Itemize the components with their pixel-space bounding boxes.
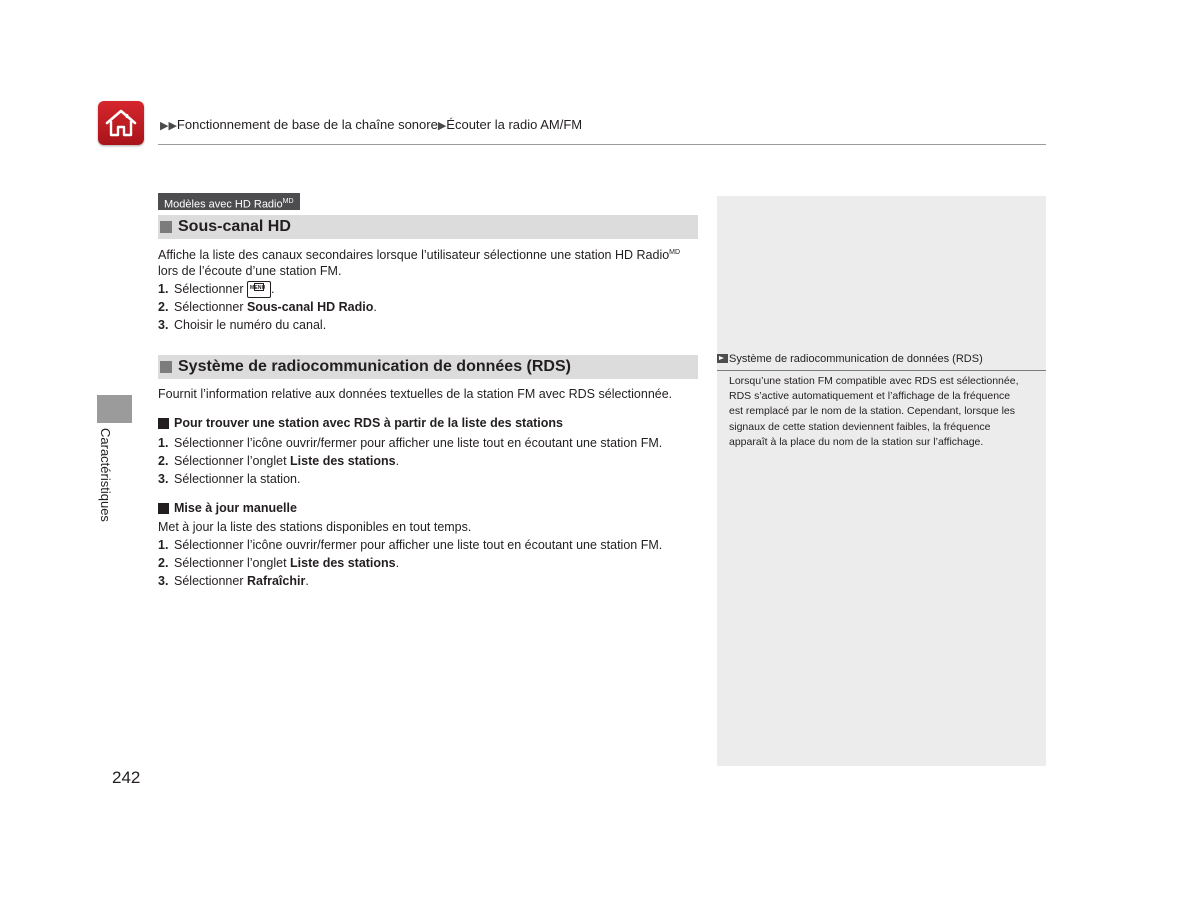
subsection-heading: Pour trouver une station avec RDS à partir de la liste des stations (158, 416, 563, 430)
section-title: Sous-canal HD (178, 218, 291, 235)
side-note-line: Lorsqu’une station FM compatible avec RDS est sélectionnée, (729, 375, 1019, 387)
reference-arrow-icon (717, 354, 728, 363)
section1-intro: Affiche la liste des canaux secondaires lorsque l’utilisateur sélectionne une station HD Radio$^{MD}$ (158, 248, 681, 263)
section-title: Système de radiocommunication de données (RDS) (178, 358, 571, 375)
bullet-square-icon (158, 418, 169, 429)
step-item: 1. Sélectionner l’icône ouvrir/fermer pour afficher une liste tout en écoutant une station FM. (158, 538, 663, 552)
side-note-line: RDS s’active automatiquement et l’affichage de la fréquence (729, 390, 1011, 403)
step-item: 1. Sélectionner MENU . (158, 282, 275, 296)
side-note-panel (717, 196, 1046, 766)
menu-button-icon: MENU (247, 281, 271, 298)
model-tag: Modèles avec HD Radio$^{MD}$ (158, 193, 300, 210)
header-divider (158, 144, 1046, 145)
step-item: 1. Sélectionner l’icône ouvrir/fermer pour afficher une liste tout en écoutant une station FM. (158, 436, 663, 450)
chapter-tab-label[interactable]: Caractéristiques (98, 428, 113, 522)
subsection-intro: Met à jour la liste des stations disponibles en tout temps. (158, 520, 472, 534)
side-note-line: signaux de cette station deviennent faibles, la fréquence (729, 420, 991, 433)
side-note-line: est remplacé par le nom de la station. Cependant, lorsque les (729, 405, 1015, 418)
breadcrumb (160, 117, 582, 132)
side-note-title[interactable]: Système de radiocommunication de données (RDS) (717, 353, 1046, 365)
step-item: 3. Sélectionner la station. (158, 472, 301, 486)
breadcrumb-arrow-icon: ▶▶ (160, 120, 177, 132)
section-square-icon (160, 361, 172, 373)
breadcrumb-item-2[interactable]: Écouter la radio AM/FM (446, 117, 583, 132)
section-square-icon (160, 221, 172, 233)
breadcrumb-item-1[interactable]: Fonctionnement de base de la chaîne sonore (176, 117, 438, 132)
home-icon (104, 108, 138, 138)
step-item: 3. Choisir le numéro du canal. (158, 318, 327, 332)
side-note-body (729, 374, 1039, 450)
step-item: 2. Sélectionner l’onglet Liste des stations. (158, 556, 400, 570)
chapter-tab-marker (97, 395, 132, 423)
page-number: 242 (112, 768, 141, 787)
side-note-divider (717, 370, 1046, 371)
side-note-line: apparaît à la place du nom de la station sur l’affichage. (729, 435, 984, 448)
section-heading-hd-subchannel (158, 215, 698, 239)
section2-intro: Fournit l’information relative aux données textuelles de la station FM avec RDS sélectionnée. (158, 387, 673, 401)
section-heading-rds (158, 355, 698, 379)
home-button[interactable] (98, 101, 144, 145)
section1-intro-cont: lors de l’écoute d’une station FM. (158, 264, 342, 278)
breadcrumb-arrow-icon: ▶ (437, 120, 447, 132)
step-item: 2. Sélectionner l’onglet Liste des stations. (158, 454, 400, 468)
step-item: 2. Sélectionner Sous-canal HD Radio. (158, 300, 377, 314)
subsection-heading: Mise à jour manuelle (158, 501, 297, 515)
bullet-square-icon (158, 503, 169, 514)
step-item: 3. Sélectionner Rafraîchir. (158, 574, 309, 588)
